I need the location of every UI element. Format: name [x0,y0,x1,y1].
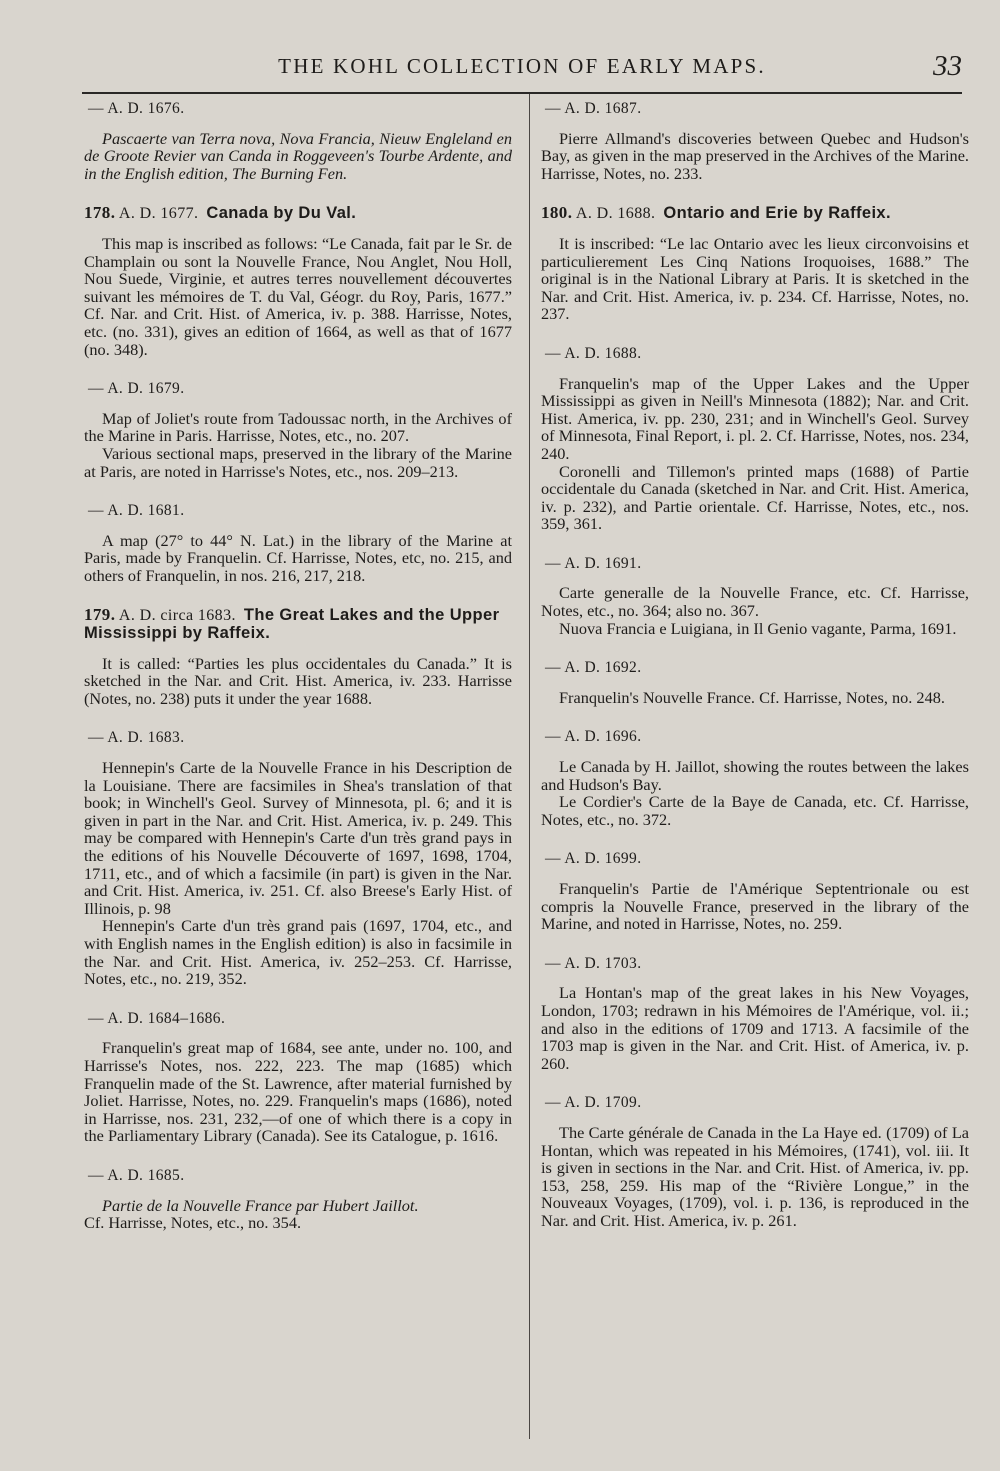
entry-date: — A. D. 1685. [88,1166,185,1184]
entry [541,659,969,706]
entry-date: — A. D. 1709. [545,1094,642,1112]
running-header [82,50,962,94]
page-title: THE KOHL COLLECTION OF EARLY MAPS. [278,54,766,78]
entry-heading [88,1167,512,1185]
entry [84,1010,512,1145]
entry-paragraph: Hennepin's Carte de la Nouvelle France in his Description de la Louisiane. There are facsimiles in Shea's translation of that book; in Winchell's Geol. Survey of Minnesota, pl. 6; and it is given in part in the Nar. and Crit. Hist. America, iv. p. 249. This may be compared with Hennepin's Carte d'un très grand pays in the editions of his Nouvelle Découverte of 1697, 1698, 1704, 1711, etc., and of which a facsimile (in part) is given in the Nar. and Crit. Hist. America, iv. 251. Cf. also Breese's Early Hist. of Illinois, p. 98 [84,758,512,918]
entry-paragraph: A map (27° to 44° N. Lat.) in the library of the Marine at Paris, made by Franquelin. Cf. Harrisse, Notes, etc, no. 215, and others of Franquelin, in nos. 216, 217, 218. [84,530,512,585]
entry-citation: Cf. Harrisse, Notes, etc., no. 354. [84,1213,302,1233]
entry-date: — A. D. 1696. [545,728,642,746]
entry-heading [545,345,969,363]
entry-paragraph: It is called: “Parties les plus occidentales du Canada.” It is sketched in the Nar. and Crit. Hist. America, iv. 233. Harrisse (Notes, no. 238) puts it under the year 1688. [84,653,512,708]
entry-paragraph: Pascaerte van Terra nova, Nova Francia, Nieuw Engleland en de Groote Revier van Canda in Roggeveen's Tourbe Ardente, and in the English edition, The Burning Fen. [84,128,512,183]
entry-paragraph: Partie de la Nouvelle France par Hubert Jaillot. [102,1195,419,1215]
entry-title: The Great Lakes and the Upper Mississippi by Raffeix. [84,606,500,643]
entry-paragraph: Franquelin's Nouvelle France. Cf. Harrisse, Notes, no. 248. [559,687,945,707]
right-column [541,100,969,1252]
entry-date: A. D. 1677. [118,205,199,223]
column-divider [529,94,530,1439]
entry-number: 178. [84,203,116,223]
entry-heading [88,729,512,747]
page-number: 33 [933,50,962,82]
entry-paragraph: Franquelin's map of the Upper Lakes and the Upper Mississippi as given in Neill's Minnesota (1882); Nar. and Crit. Hist. America, iv. pp. 230, 231; and in Winchell's Geol. Survey of Minnesota, Final Report, i. pl. 2. Cf. Harrisse, Notes, nos. 234, 240. [541,373,969,463]
entry [84,380,512,480]
entry-paragraph: The Carte générale de Canada in the La Haye ed. (1709) of La Hontan, which was repeated in his Mémoires, (1741), vol. iii. It is given in sections in the Nar. and Crit. Hist. of America, iv. pp. 153, 258, 259. His map of the “Rivière Longue,” in the Nouveaux Voyages, (1709), vol. i. p. 136, is reproduced in the Nar. and Crit. Hist. America, iv. p. 261. [541,1122,969,1230]
entry-date: — A. D. 1676. [88,100,185,117]
entry-title: Ontario and Erie by Raffeix. [663,204,891,223]
entry-date: A. D. 1688. [575,205,656,223]
entry-paragraph: Le Cordier's Carte de la Baye de Canada, etc. Cf. Harrisse, Notes, etc., no. 372. [541,792,969,829]
entry-paragraph: Le Canada by H. Jaillot, showing the routes between the lakes and Hudson's Bay. [541,757,969,794]
entry [84,729,512,987]
entry-paragraph: Various sectional maps, preserved in the library of the Marine at Paris, are noted in Harrisse's Notes, etc., nos. 209–213. [84,443,512,481]
entry-paragraph: La Hontan's map of the great lakes in his New Voyages, London, 1703; redrawn in his Mémoires de l'Amérique, vol. ii.; and also in the editions of 1709 and 1713. A facsimile of the 1703 map is given in the Nar. and Crit. Hist. of America, iv. p. 260. [541,983,969,1073]
entry-date: — A. D. 1699. [545,850,642,868]
entry-heading [545,850,969,868]
entry-paragraph: Franquelin's great map of 1684, see ante, under no. 100, and Harrisse's Notes, nos. 222, 223. The map (1685) which Franquelin made of the St. Lawrence, after material furnished by Joliet. Harrisse, Notes, no. 229. Franquelin's maps (1686), noted in Harrisse, nos. 231, 232,—of one of which there is a copy in the Parliamentary Library (Canada). See its Catalogue, p. 1616. [84,1038,512,1146]
entry-paragraph: Map of Joliet's route from Tadoussac north, in the Archives of the Marine in Paris. Harrisse, Notes, etc., no. 207. [84,408,512,446]
entry [541,955,969,1073]
entry [84,1167,512,1232]
entry-heading [84,606,512,642]
entry-paragraph: Nuova Francia e Luigiana, in Il Genio vagante, Parma, 1691. [559,618,957,638]
entry-date: — A. D. 1683. [88,729,185,747]
entry-heading [88,380,512,398]
entry [541,100,969,182]
entry-paragraph: This map is inscribed as follows: “Le Canada, fait par le Sr. de Champlain ou sont la Nouvelle France, Nou Anglet, Nou Holl, Nou Suede, Virginie, et autres terres nouvellement découvertes suivant les mémoires de T. du Val, Géogr. du Roy, Paris, 1677.” Cf. Nar. and Crit. Hist. of America, iv. p. 388. Harrisse, Notes, etc. (no. 331), gives an edition of 1664, as well as that of 1677 (no. 348). [84,233,512,359]
entry-heading [545,728,969,746]
entry-date: — A. D. 1679. [88,380,185,398]
entry-date: — A. D. 1688. [545,344,642,362]
entry [84,606,512,707]
entry [541,345,969,533]
entry-heading [545,555,969,573]
entry-heading [545,100,969,118]
entry-date: — A. D. 1691. [545,554,642,572]
entry [84,100,512,182]
entry [541,204,969,323]
entry [541,850,969,932]
entry [541,555,969,637]
entry-paragraph: Coronelli and Tillemon's printed maps (1688) of Partie occidentale du Canada (sketched in Nar. and Crit. Hist. America, iv. p. 232), and Partie orientale. Cf. Harrisse, Notes, etc., nos. 359, 361. [541,461,969,534]
entry [541,1094,969,1229]
entry-paragraph: Carte generalle de la Nouvelle France, etc. Cf. Harrisse, Notes, etc., no. 364; also no. 367. [541,583,969,621]
entry [541,728,969,828]
entry-date: — A. D. 1684–1686. [88,1009,226,1027]
left-column [84,100,512,1254]
entry-paragraph: Hennepin's Carte d'un très grand pais (1697, 1704, etc., and with English names in the English edition) is also in facsimile in the Nar. and Crit. Hist. America, iv. 252–253. Cf. Harrisse, Notes, etc., no. 219, 352. [84,916,512,989]
entry-heading [545,955,969,973]
entry-heading [545,1094,969,1112]
entry-heading [88,100,512,118]
entry-heading [88,1010,512,1028]
entry-number: 179. [84,605,116,625]
entry-paragraph: It is inscribed: “Le lac Ontario avec les lieux circonvoisins et particulierement Les Cinq Nations Iroquoises, 1688.” The original is in the National Library at Paris. It is sketched in the Nar. and Crit. Hist. America, iv. p. 234. Cf. Harrisse, Notes, no. 237. [541,233,969,324]
entry [84,502,512,584]
entry-date: — A. D. 1703. [545,954,642,972]
entry-heading [545,659,969,677]
entry-paragraph: Pierre Allmand's discoveries between Quebec and Hudson's Bay, as given in the map preserved in the Archives of the Marine. Harrisse, Notes, no. 233. [541,128,969,183]
entry-number: 180. [541,203,573,223]
entry-heading [88,502,512,520]
entry-paragraph: Franquelin's Partie de l'Amérique Septentrionale ou est compris la Nouvelle France, preserved in the library of the Marine, and noted in Harrisse, Notes, no. 259. [541,879,969,934]
entry-date: — A. D. 1681. [88,502,185,520]
entry-date: — A. D. 1687. [545,100,642,117]
entry-date: A. D. circa 1683. [118,607,236,625]
entry-date: — A. D. 1692. [545,659,642,677]
entry-heading [541,204,969,223]
entry [84,204,512,358]
entry-heading [84,204,512,223]
entry-title: Canada by Du Val. [206,204,357,223]
